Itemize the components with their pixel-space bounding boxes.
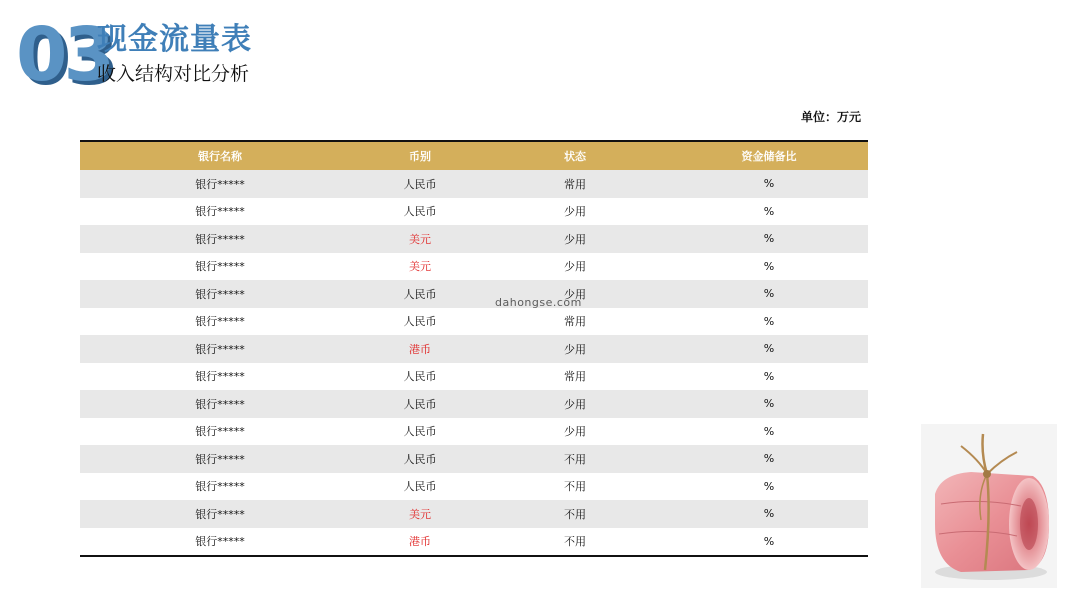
cell-currency: 人民币 — [403, 315, 437, 329]
cell-bank-name: 银行***** — [195, 370, 245, 384]
money-roll-image — [921, 424, 1057, 588]
cell-bank-name: 银行***** — [195, 177, 245, 191]
cell-bank-name: 银行***** — [195, 452, 245, 466]
cell-status: 少用 — [564, 260, 586, 274]
table-row — [80, 225, 868, 253]
cell-status: 少用 — [564, 397, 586, 411]
cell-bank-name: 银行***** — [195, 205, 245, 219]
cell-ratio: % — [763, 314, 775, 328]
table-row — [80, 473, 868, 501]
column-header-bank: 银行名称 — [80, 141, 360, 170]
cell-currency: 人民币 — [403, 452, 437, 466]
cell-ratio: % — [763, 287, 775, 301]
cell-currency: 人民币 — [403, 370, 437, 384]
cell-status: 常用 — [564, 177, 586, 191]
cell-status: 少用 — [564, 205, 586, 219]
cell-ratio: % — [763, 507, 775, 521]
cell-ratio: % — [763, 204, 775, 218]
table-body — [80, 170, 868, 556]
bank-table — [80, 140, 868, 557]
cell-status: 不用 — [564, 452, 586, 466]
table-row — [80, 528, 868, 557]
cell-bank-name: 银行***** — [195, 232, 245, 246]
unit-label: 单位：万元 — [800, 110, 861, 124]
table-row — [80, 335, 868, 363]
table-row — [80, 280, 868, 308]
cell-ratio: % — [763, 259, 775, 273]
cell-currency: 港币 — [360, 528, 480, 557]
cell-status: 少用 — [564, 425, 586, 439]
page-subtitle: 收入结构对比分析 — [97, 63, 250, 85]
cell-ratio: % — [763, 452, 775, 466]
cell-bank-name: 银行***** — [195, 507, 245, 521]
cell-currency: 美元 — [409, 260, 431, 274]
cell-ratio: % — [763, 397, 775, 411]
cell-status: 常用 — [564, 315, 586, 329]
cell-currency: 人民币 — [403, 425, 437, 439]
cell-status: 少用 — [564, 342, 586, 356]
cell-currency: 人民币 — [403, 205, 437, 219]
cell-status: 不用 — [564, 507, 586, 521]
column-header-currency: 币别 — [360, 141, 480, 170]
watermark: dahongse.com — [495, 296, 582, 309]
column-header-ratio: 资金储备比 — [670, 141, 868, 170]
cell-bank-name: 银行***** — [195, 260, 245, 274]
cell-currency: 人民币 — [403, 287, 437, 301]
table-row — [80, 500, 868, 528]
cell-bank-name: 银行***** — [195, 480, 245, 494]
cell-currency: 港币 — [409, 342, 431, 356]
cell-bank-name: 银行***** — [195, 397, 245, 411]
table-header-row — [80, 141, 868, 170]
cell-currency: 美元 — [409, 232, 431, 246]
cell-bank-name: 银行***** — [195, 287, 245, 301]
cell-ratio: % — [763, 232, 775, 246]
cell-currency: 人民币 — [403, 480, 437, 494]
cell-status: 少用 — [564, 287, 586, 301]
cell-ratio: % — [763, 342, 775, 356]
cell-currency: 美元 — [409, 507, 431, 521]
cell-bank-name: 银行***** — [195, 315, 245, 329]
cell-currency: 人民币 — [403, 397, 437, 411]
cell-bank-name: 银行***** — [195, 342, 245, 356]
cell-status: 常用 — [564, 370, 586, 384]
money-roll-icon — [921, 424, 1057, 588]
table-row — [80, 363, 868, 391]
table-row — [80, 308, 868, 336]
cell-status: 不用 — [480, 528, 670, 557]
table-row — [80, 390, 868, 418]
table-row — [80, 198, 868, 226]
cell-ratio: % — [670, 528, 868, 557]
column-header-status: 状态 — [480, 141, 670, 170]
cell-currency: 人民币 — [403, 177, 437, 191]
page-title: 现金流量表 — [97, 22, 252, 57]
cell-ratio: % — [763, 369, 775, 383]
table-row — [80, 418, 868, 446]
table-row — [80, 170, 868, 198]
cell-ratio: % — [763, 479, 775, 493]
section-number: 03 — [16, 12, 111, 98]
cell-status: 不用 — [564, 480, 586, 494]
cell-status: 少用 — [564, 232, 586, 246]
cell-bank-name: 银行***** — [195, 425, 245, 439]
cell-ratio: % — [763, 424, 775, 438]
table-row — [80, 253, 868, 281]
cell-bank-name: 银行***** — [80, 528, 360, 557]
table-row — [80, 445, 868, 473]
table — [80, 140, 868, 557]
cell-ratio: % — [763, 177, 775, 191]
